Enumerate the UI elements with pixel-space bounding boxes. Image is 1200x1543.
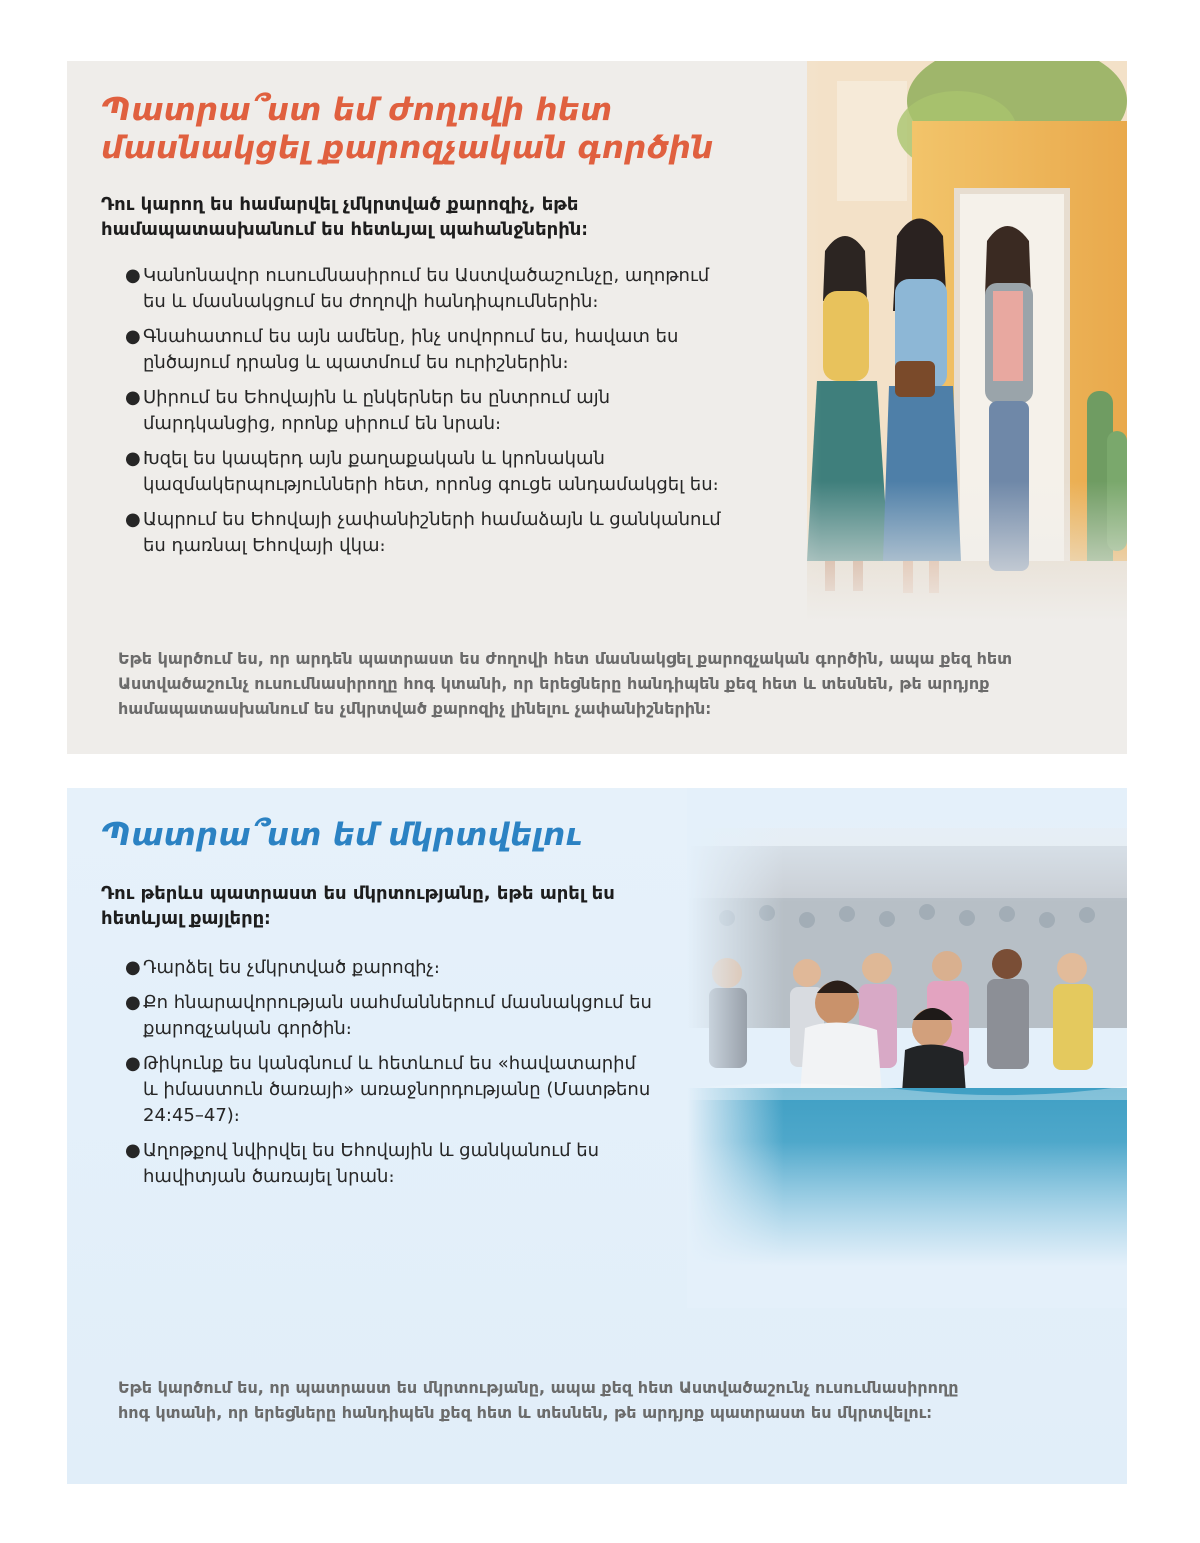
bullet-icon: ● — [125, 387, 141, 408]
list-item-text: Քո հնարավորության սահմաններում մասնակցում ես քարոզչական գործին։ — [143, 992, 652, 1039]
requirements-list — [125, 263, 725, 568]
section-baptism — [67, 788, 1127, 1484]
list-item — [125, 955, 655, 981]
section-footer-note: Եթե կարծում ես, որ պատրաստ ես մկրտությանը, ապա քեզ հետ Աստվածաշունչ ուսումնասիրողը հոգ կտանի, որ երեցները հանդիպեն քեզ հետ և տեսնեն, թե արդյոք պատրաստ ես մկրտվելու։ — [118, 1378, 959, 1422]
bullet-icon: ● — [125, 1140, 141, 1161]
bullet-icon: ● — [125, 326, 141, 347]
list-item — [125, 446, 725, 498]
list-item-text: Թիկունք ես կանգնում և հետևում ես «հավատարիմ և իմաստուն ծառայի» առաջնորդությանը (Մատթեոս 24:45–47)։ — [143, 1053, 651, 1126]
list-item — [125, 1051, 655, 1129]
list-item — [125, 263, 725, 315]
list-item-text: Դարձել ես չմկրտված քարոզիչ։ — [143, 957, 440, 978]
bullet-icon: ● — [125, 509, 141, 530]
list-item-text: Սիրում ես Եհովային և ընկերներ ես ընտրում այն մարդկանցից, որոնք սիրում են նրան։ — [143, 387, 611, 434]
section-publisher — [67, 61, 1127, 754]
baptism-illustration — [687, 788, 1127, 1308]
list-item — [125, 1138, 655, 1190]
bullet-icon: ● — [125, 265, 141, 286]
list-item-text: Կանոնավոր ուսումնասիրում ես Աստվածաշունչը, աղոթում ես և մասնակցում ես ժողովի հանդիպումներին։ — [143, 265, 710, 312]
list-item — [125, 990, 655, 1042]
bullet-icon: ● — [125, 957, 141, 978]
list-item-text: Ապրում ես Եհովայի չափանիշների համաձայն և ցանկանում ես դառնալ Եհովայի վկա։ — [143, 509, 721, 556]
section-title: Պատրա՞ստ եմ մկրտվելու — [101, 817, 583, 853]
section-lead: Դու թերևս պատրաստ ես մկրտությանը, եթե արել ես հետևյալ քայլերը։ — [101, 883, 615, 929]
list-item-text: Խզել ես կապերդ այն քաղաքական և կրոնական կազմակերպությունների հետ, որոնց գուցե անդամակցել ես։ — [143, 448, 719, 495]
list-item — [125, 385, 725, 437]
list-item-text: Աղոթքով նվիրվել ես Եհովային և ցանկանում ես հավիտյան ծառայել նրան։ — [143, 1140, 600, 1187]
bullet-icon: ● — [125, 1053, 141, 1074]
requirements-list — [125, 955, 655, 1199]
bullet-icon: ● — [125, 992, 141, 1013]
bullet-icon: ● — [125, 448, 141, 469]
section-lead: Դու կարող ես համարվել չմկրտված քարոզիչ, եթե համապատասխանում ես հետևյալ պահանջներին։ — [101, 194, 588, 240]
list-item-text: Գնահատում ես այն ամենը, ինչ սովորում ես, հավատ ես ընծայում դրանց և պատմում ես ուրիշներին։ — [143, 326, 679, 373]
section-footer-note: Եթե կարծում ես, որ արդեն պատրաստ ես ժողովի հետ մասնակցել քարոզչական գործին, ապա քեզ հետ Աստվածաշունչ ուսումնասիրողը հոգ կտանի, որ երեցները հանդիպեն քեզ հետ և տեսնեն, թե արդյոք համապատասխանում ես չմկրտված քարոզիչ լինելու չափանիշներին։ — [118, 649, 1013, 718]
list-item — [125, 507, 725, 559]
section-title: Պատրա՞ստ եմ ժողովի հետ մասնակցել քարոզչական գործին — [101, 92, 714, 166]
list-item — [125, 324, 725, 376]
